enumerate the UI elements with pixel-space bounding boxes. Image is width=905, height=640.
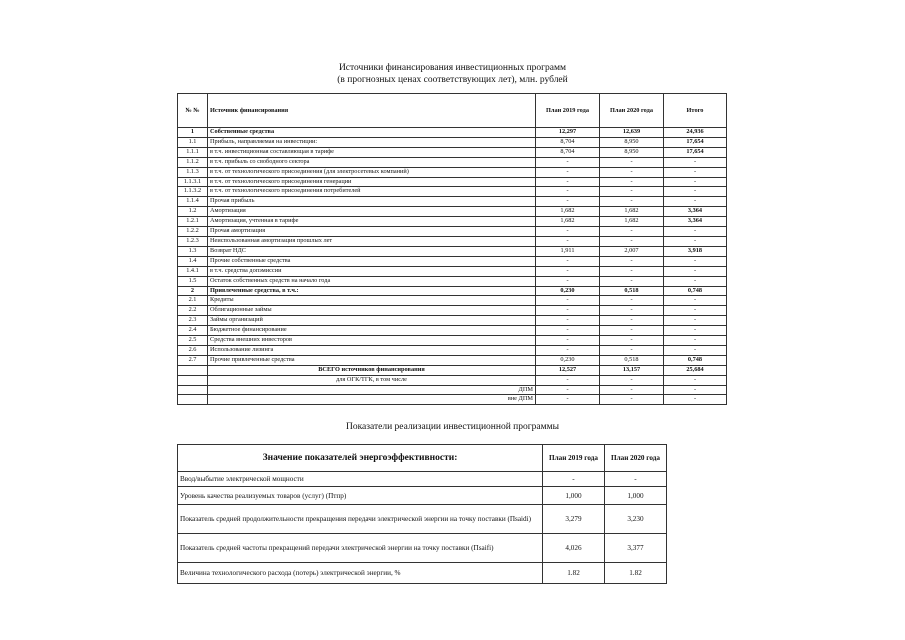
table-row xyxy=(178,227,727,237)
table-row xyxy=(178,395,727,405)
row-plan-2020: - xyxy=(600,395,664,405)
row-plan-2019: 1,000 xyxy=(543,487,605,505)
row-plan-2020: 2,007 xyxy=(600,246,664,256)
row-plan-2020: 1,682 xyxy=(600,207,664,217)
row-plan-2019: - xyxy=(536,276,600,286)
row-total: - xyxy=(664,306,727,316)
row-plan-2019: 1.82 xyxy=(543,563,605,584)
row-indicator: Уровень качества реализуемых товаров (услуг) (Птпр) xyxy=(178,487,543,505)
table-header-row xyxy=(178,445,667,472)
row-plan-2020: - xyxy=(600,197,664,207)
row-source: Использование лизинга xyxy=(208,345,536,355)
table-row xyxy=(178,306,727,316)
efficiency-indicators-table xyxy=(177,444,667,584)
document-subtitle: (в прогнозных ценах соответствующих лет), млн. рублей xyxy=(337,75,568,85)
row-plan-2019: 0,230 xyxy=(536,355,600,365)
row-total: 17,654 xyxy=(664,147,727,157)
row-source: Остаток собственных средств на начало года xyxy=(208,276,536,286)
row-plan-2020: 1,682 xyxy=(600,217,664,227)
row-plan-2019: - xyxy=(536,306,600,316)
row-total: 25,684 xyxy=(664,365,727,375)
row-plan-2019: 3,279 xyxy=(543,505,605,534)
header-total: Итого xyxy=(664,94,727,128)
row-plan-2019: - xyxy=(536,256,600,266)
table-row xyxy=(178,534,667,563)
table-row xyxy=(178,187,727,197)
header-plan-2019: План 2019 года xyxy=(536,94,600,128)
row-source: в т.ч. от технологического присоединения генерации xyxy=(208,177,536,187)
row-total: - xyxy=(664,326,727,336)
row-num: 2 xyxy=(178,286,208,296)
header-num: № № xyxy=(178,94,208,128)
row-plan-2020: 8,950 xyxy=(600,147,664,157)
row-total: 24,936 xyxy=(664,128,727,138)
row-plan-2019: 4,026 xyxy=(543,534,605,563)
table-row xyxy=(178,375,727,385)
row-indicator: Показатель средней продолжительности прекращения передачи электрической энергии на точку поставки (Пsaidi) xyxy=(178,505,543,534)
table-row xyxy=(178,296,727,306)
row-num xyxy=(178,385,208,395)
row-total: - xyxy=(664,187,727,197)
row-plan-2019: - xyxy=(536,316,600,326)
row-source: Прочие собственные средства xyxy=(208,256,536,266)
table-row xyxy=(178,157,727,167)
header-plan-2019: План 2019 года xyxy=(543,445,605,472)
table-row xyxy=(178,472,667,487)
row-num: 2.4 xyxy=(178,326,208,336)
row-plan-2020: 0,518 xyxy=(600,355,664,365)
table-row xyxy=(178,137,727,147)
row-source: Прибыль, направляемая на инвестиции: xyxy=(208,137,536,147)
row-plan-2020: - xyxy=(600,375,664,385)
row-plan-2019: 1,911 xyxy=(536,246,600,256)
row-plan-2020: 3,377 xyxy=(605,534,667,563)
row-plan-2020: - xyxy=(600,256,664,266)
row-total: - xyxy=(664,385,727,395)
table-row xyxy=(178,276,727,286)
row-num xyxy=(178,395,208,405)
row-plan-2020: - xyxy=(600,266,664,276)
row-plan-2020: 0,518 xyxy=(600,286,664,296)
row-total: 3,364 xyxy=(664,207,727,217)
row-num: 1.4.1 xyxy=(178,266,208,276)
row-plan-2019: - xyxy=(536,227,600,237)
row-num: 1.2.3 xyxy=(178,236,208,246)
row-total: 3,918 xyxy=(664,246,727,256)
table-row xyxy=(178,266,727,276)
table-row xyxy=(178,177,727,187)
header-indicator: Значение показателей энергоэффективности: xyxy=(178,445,543,472)
table-row xyxy=(178,167,727,177)
row-num: 1.2.1 xyxy=(178,217,208,227)
row-source: Собственные средства xyxy=(208,128,536,138)
row-total: 17,654 xyxy=(664,137,727,147)
row-source: Неиспользованная амортизация прошлых лет xyxy=(208,236,536,246)
row-plan-2020: 8,950 xyxy=(600,137,664,147)
row-total: - xyxy=(664,256,727,266)
row-num: 2.7 xyxy=(178,355,208,365)
row-source: Средства внешних инвесторов xyxy=(208,336,536,346)
table-row xyxy=(178,487,667,505)
row-plan-2019: 12,297 xyxy=(536,128,600,138)
row-source: ДПМ xyxy=(208,385,536,395)
row-total: - xyxy=(664,227,727,237)
row-source: в т.ч. прибыль со свободного сектора xyxy=(208,157,536,167)
row-plan-2019: 1,682 xyxy=(536,207,600,217)
row-source: Облигационные займы xyxy=(208,306,536,316)
row-total: - xyxy=(664,395,727,405)
table-row xyxy=(178,197,727,207)
header-plan-2020: План 2020 года xyxy=(600,94,664,128)
row-plan-2019: - xyxy=(536,187,600,197)
row-source: Займы организаций xyxy=(208,316,536,326)
row-source: ВСЕГО источников финансирования xyxy=(208,365,536,375)
row-num: 2.3 xyxy=(178,316,208,326)
row-num: 1.1.2 xyxy=(178,157,208,167)
header-source: Источник финансирования xyxy=(208,94,536,128)
table-row xyxy=(178,365,727,375)
row-plan-2020: - xyxy=(600,167,664,177)
row-source: Прочая прибыль xyxy=(208,197,536,207)
row-plan-2020: 13,157 xyxy=(600,365,664,375)
row-plan-2019: 12,527 xyxy=(536,365,600,375)
row-num xyxy=(178,375,208,385)
row-num: 1.1.3.2 xyxy=(178,187,208,197)
row-num: 1.1 xyxy=(178,137,208,147)
row-plan-2020: 1.82 xyxy=(605,563,667,584)
row-source: Прочие привлеченные средства xyxy=(208,355,536,365)
row-num: 1.1.3.1 xyxy=(178,177,208,187)
table-row xyxy=(178,385,727,395)
row-plan-2020: - xyxy=(600,385,664,395)
row-num: 1.4 xyxy=(178,256,208,266)
row-total: 0,748 xyxy=(664,355,727,365)
section-title: Показатели реализации инвестиционной программы xyxy=(345,422,560,432)
row-indicator: Величина технологического расхода (потерь) электрической энергии, % xyxy=(178,563,543,584)
table-row xyxy=(178,345,727,355)
row-plan-2019: 8,704 xyxy=(536,147,600,157)
row-plan-2019: - xyxy=(536,266,600,276)
row-num: 2.5 xyxy=(178,336,208,346)
row-source: Бюджетное финансирование xyxy=(208,326,536,336)
row-plan-2019: - xyxy=(536,197,600,207)
row-total: - xyxy=(664,375,727,385)
row-plan-2020: 3,230 xyxy=(605,505,667,534)
row-source: Амортизация xyxy=(208,207,536,217)
row-total: - xyxy=(664,177,727,187)
row-total: - xyxy=(664,157,727,167)
row-total: - xyxy=(664,197,727,207)
row-total: 3,364 xyxy=(664,217,727,227)
row-plan-2020: - xyxy=(600,345,664,355)
row-source: в т.ч. средства допэмиссии xyxy=(208,266,536,276)
row-plan-2020: - xyxy=(600,296,664,306)
table-row xyxy=(178,326,727,336)
row-plan-2019: - xyxy=(536,336,600,346)
row-source: для ОГК/ТГК, в том числе xyxy=(208,375,536,385)
row-plan-2020: - xyxy=(600,336,664,346)
row-indicator: Ввод/выбытие электрической мощности xyxy=(178,472,543,487)
row-source: в т.ч. от технологического присоединения потребителей xyxy=(208,187,536,197)
row-plan-2019: - xyxy=(536,345,600,355)
header-plan-2020: План 2020 года xyxy=(605,445,667,472)
row-plan-2019: - xyxy=(536,395,600,405)
row-plan-2019: - xyxy=(536,296,600,306)
row-num xyxy=(178,365,208,375)
table-row xyxy=(178,256,727,266)
row-total: - xyxy=(664,336,727,346)
table-row xyxy=(178,128,727,138)
row-num: 1.1.4 xyxy=(178,197,208,207)
row-source: Возврат НДС xyxy=(208,246,536,256)
row-indicator: Показатель средней частоты прекращений передачи электрической энергии на точку поставки (Пsaifi) xyxy=(178,534,543,563)
table-row xyxy=(178,147,727,157)
table-row xyxy=(178,207,727,217)
row-source: Амортизация, учтенная в тарифе xyxy=(208,217,536,227)
row-plan-2019: - xyxy=(536,167,600,177)
row-plan-2020: - xyxy=(600,326,664,336)
table-row xyxy=(178,316,727,326)
row-plan-2020: - xyxy=(600,187,664,197)
row-total: - xyxy=(664,236,727,246)
row-total: - xyxy=(664,167,727,177)
row-plan-2019: - xyxy=(536,385,600,395)
row-num: 1.3 xyxy=(178,246,208,256)
row-plan-2019: - xyxy=(536,375,600,385)
table-row xyxy=(178,217,727,227)
table-row xyxy=(178,563,667,584)
document-title: Источники финансирования инвестиционных программ xyxy=(338,63,567,73)
table-header-row xyxy=(178,94,727,128)
row-num: 2.2 xyxy=(178,306,208,316)
row-plan-2019: 0,230 xyxy=(536,286,600,296)
row-plan-2020: - xyxy=(600,177,664,187)
table-row xyxy=(178,505,667,534)
row-plan-2020: 12,639 xyxy=(600,128,664,138)
row-total: - xyxy=(664,266,727,276)
row-source: в т.ч. инвестиционная составляющая в тарифе xyxy=(208,147,536,157)
row-plan-2020: - xyxy=(600,236,664,246)
row-source: вне ДПМ xyxy=(208,395,536,405)
row-plan-2019: 8,704 xyxy=(536,137,600,147)
financing-sources-table xyxy=(177,93,727,405)
row-plan-2020: - xyxy=(600,306,664,316)
row-num: 1.1.1 xyxy=(178,147,208,157)
row-plan-2020: - xyxy=(600,227,664,237)
row-plan-2019: - xyxy=(543,472,605,487)
row-plan-2020: - xyxy=(600,316,664,326)
row-total: - xyxy=(664,296,727,306)
row-plan-2019: - xyxy=(536,236,600,246)
row-total: - xyxy=(664,345,727,355)
row-num: 2.1 xyxy=(178,296,208,306)
table-row xyxy=(178,355,727,365)
row-plan-2020: - xyxy=(600,157,664,167)
row-num: 1.1.3 xyxy=(178,167,208,177)
row-num: 2.6 xyxy=(178,345,208,355)
row-num: 1.5 xyxy=(178,276,208,286)
row-plan-2020: - xyxy=(605,472,667,487)
row-total: 0,748 xyxy=(664,286,727,296)
row-source: Привлеченные средства, в т.ч.: xyxy=(208,286,536,296)
row-source: Прочая амортизация xyxy=(208,227,536,237)
row-total: - xyxy=(664,276,727,286)
row-plan-2019: - xyxy=(536,177,600,187)
table-row xyxy=(178,246,727,256)
table-row xyxy=(178,236,727,246)
table-row xyxy=(178,336,727,346)
row-num: 1.2.2 xyxy=(178,227,208,237)
table-row xyxy=(178,286,727,296)
row-plan-2019: 1,682 xyxy=(536,217,600,227)
row-plan-2019: - xyxy=(536,157,600,167)
row-num: 1.2 xyxy=(178,207,208,217)
row-plan-2020: 1,000 xyxy=(605,487,667,505)
row-source: в т.ч. от технологического присоединения (для электросетевых компаний) xyxy=(208,167,536,177)
row-num: 1 xyxy=(178,128,208,138)
row-total: - xyxy=(664,316,727,326)
row-source: Кредиты xyxy=(208,296,536,306)
row-plan-2020: - xyxy=(600,276,664,286)
row-plan-2019: - xyxy=(536,326,600,336)
